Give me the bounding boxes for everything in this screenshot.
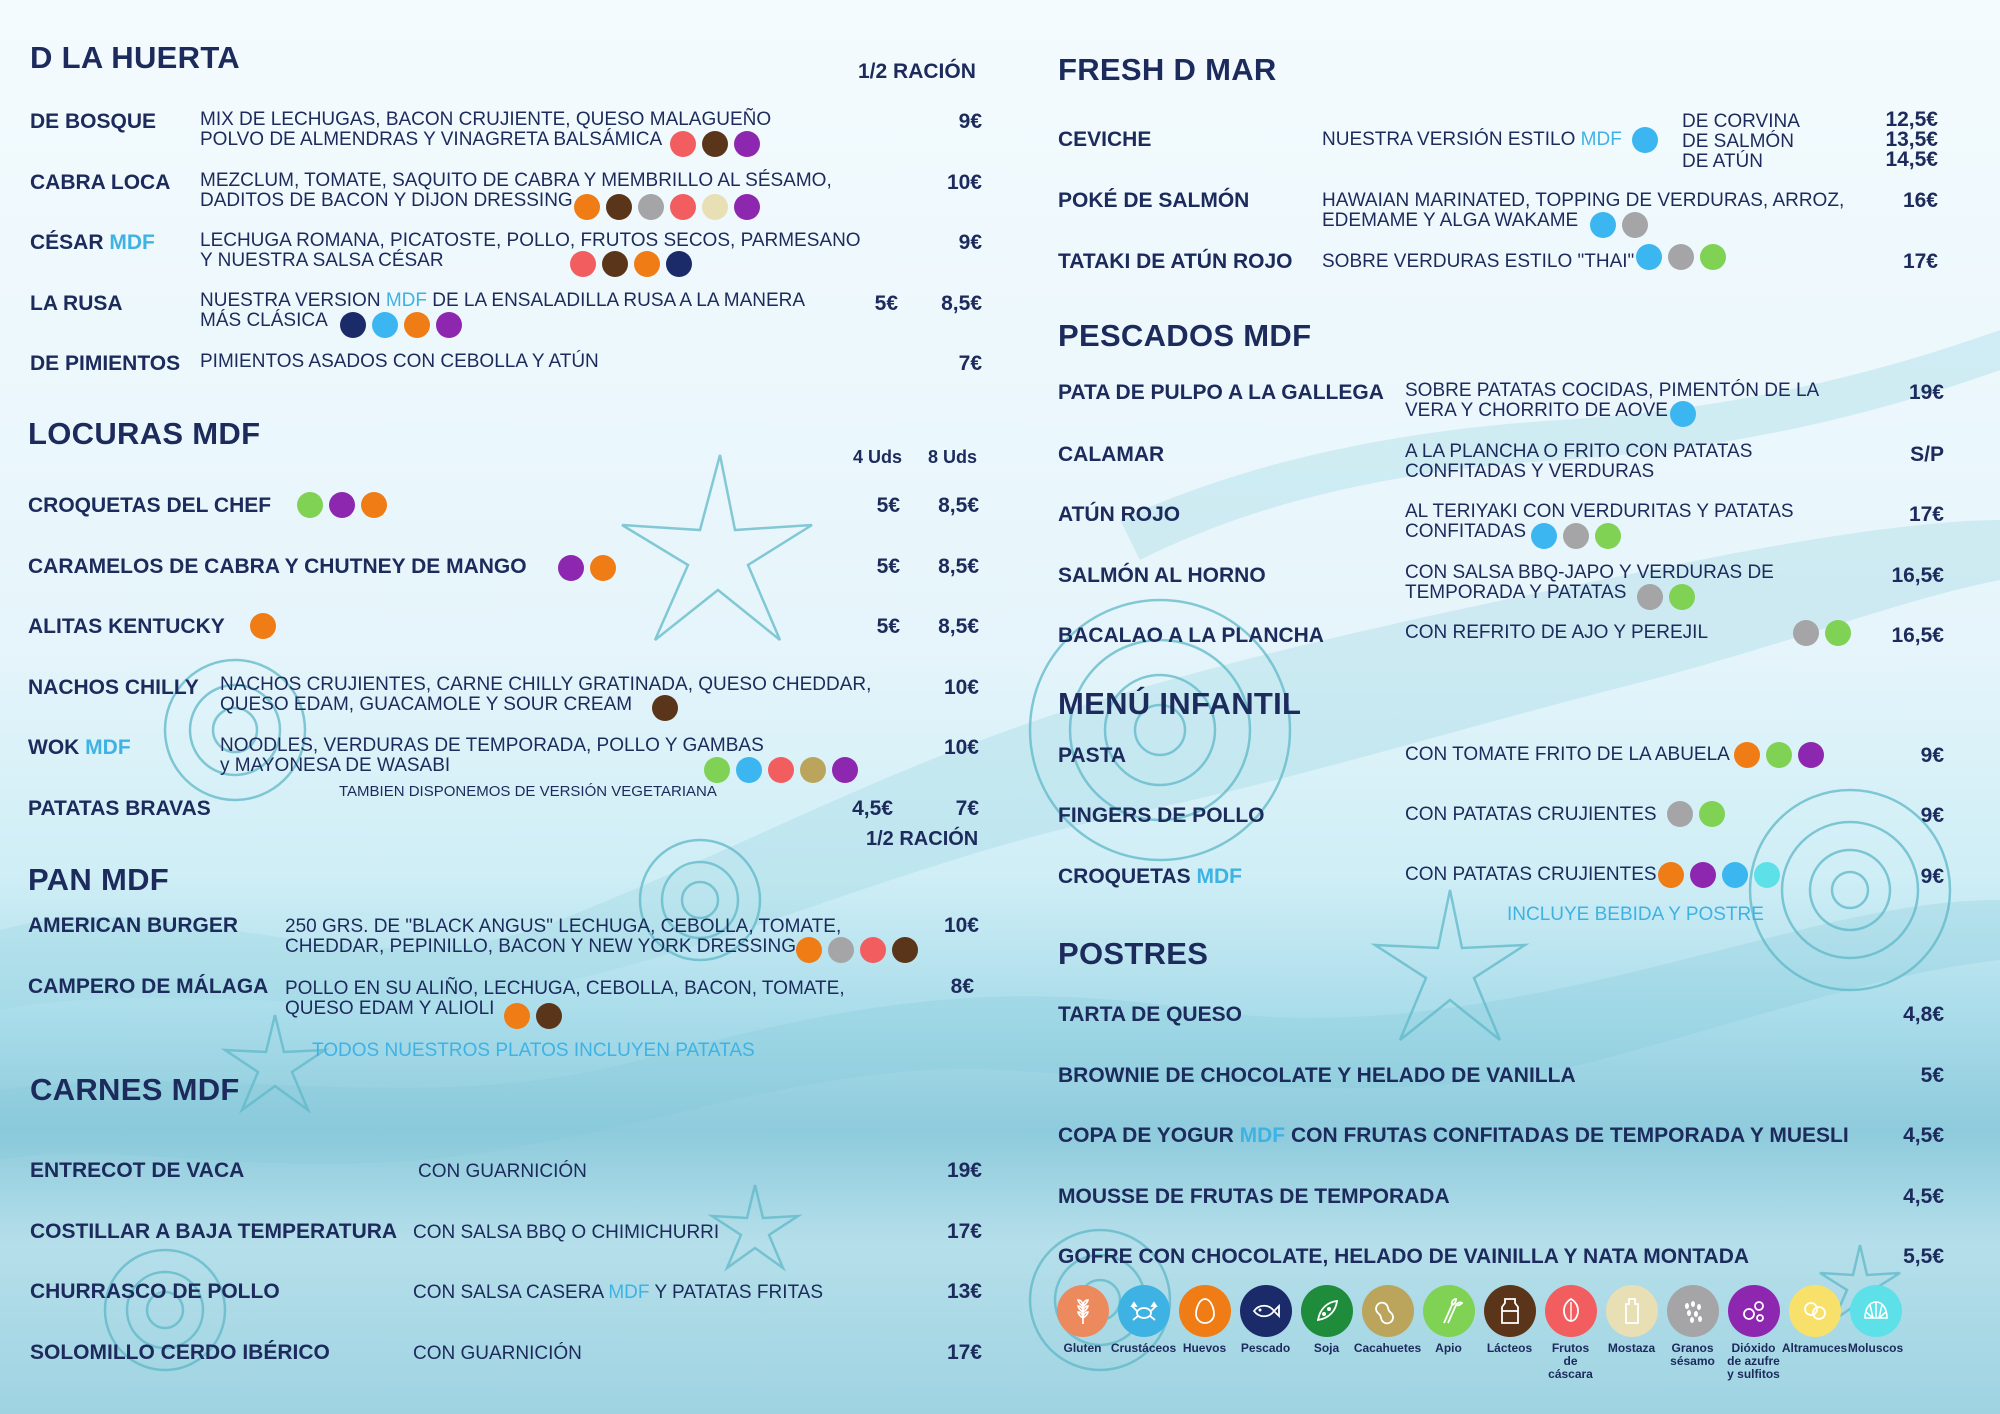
starfish-decoration xyxy=(622,455,812,640)
dish-name: ALITAS KENTUCKY xyxy=(28,615,225,638)
allergen-dot xyxy=(1563,523,1589,549)
dessert-name: MOUSSE DE FRUTAS DE TEMPORADA xyxy=(1058,1185,1450,1208)
dish-price: 16,5€ xyxy=(1891,564,1944,587)
allergen-dots xyxy=(1636,244,1726,270)
section-title-infantil: MENÚ INFANTIL xyxy=(1058,686,1302,721)
section-title-carnes: CARNES MDF xyxy=(30,1072,240,1107)
allergen-dot xyxy=(1722,862,1748,888)
section-title-pescados: PESCADOS MDF xyxy=(1058,318,1312,353)
dessert-price: 4,8€ xyxy=(1903,1003,1944,1026)
section-title-pan: PAN MDF xyxy=(28,862,170,897)
soy-icon xyxy=(1301,1285,1353,1337)
allergen-dot xyxy=(1636,244,1662,270)
allergen-dots xyxy=(558,555,616,581)
crab-icon xyxy=(1118,1285,1170,1337)
allergen-dot xyxy=(329,492,355,518)
dish-name: CÉSAR MDF xyxy=(30,231,155,254)
dish-name: CABRA LOCA xyxy=(30,171,171,194)
dish-price: 8,5€ xyxy=(941,292,982,315)
allergen-dot xyxy=(704,757,730,783)
allergen-dots xyxy=(652,695,678,721)
dish-price: 17€ xyxy=(1902,250,1938,273)
legend-item-soja: Soja xyxy=(1296,1285,1357,1381)
allergen-dot xyxy=(1754,862,1780,888)
dish-description: CON PATATAS CRUJIENTES xyxy=(1405,804,1657,825)
allergen-dot xyxy=(1690,862,1716,888)
kids-menu-note: INCLUYE BEBIDA Y POSTRE xyxy=(1507,904,1764,925)
allergen-dot xyxy=(340,312,366,338)
allergen-dot xyxy=(404,312,430,338)
allergen-dot xyxy=(1667,801,1693,827)
dish-description: NACHOS CRUJIENTES, CARNE CHILLY GRATINADA, QUESO CHEDDAR, QUESO EDAM, GUACAMOLE Y SOUR CREAM xyxy=(220,674,872,715)
dish-name: ATÚN ROJO xyxy=(1058,503,1181,526)
legend-item-pescado: Pescado xyxy=(1235,1285,1296,1381)
section-title-locuras: LOCURAS MDF xyxy=(28,416,261,451)
dish-price: 19€ xyxy=(1908,381,1944,404)
legend-item-mostaza: Mostaza xyxy=(1601,1285,1662,1381)
allergen-dots xyxy=(250,613,276,639)
allergen-dot xyxy=(634,251,660,277)
sulphite-icon xyxy=(1728,1285,1780,1337)
dish-price: 10€ xyxy=(946,171,982,194)
allergen-dot xyxy=(1590,212,1616,238)
dish-name: DE PIMIENTOS xyxy=(30,352,181,375)
allergen-dot xyxy=(1825,620,1851,646)
legend-item-apio: Apio xyxy=(1418,1285,1479,1381)
allergen-dot xyxy=(1531,523,1557,549)
dish-name: PATA DE PULPO A LA GALLEGA xyxy=(1058,381,1384,404)
allergen-dot xyxy=(436,312,462,338)
dish-price: 17€ xyxy=(1908,503,1944,526)
allergen-dot xyxy=(570,251,596,277)
allergen-dot xyxy=(1670,401,1696,427)
allergen-dot xyxy=(1734,742,1760,768)
dish-name: FINGERS DE POLLO xyxy=(1058,804,1265,827)
allergen-dot xyxy=(734,194,760,220)
allergen-dots xyxy=(704,757,858,783)
column-label-8uds: 8 Uds xyxy=(928,447,978,467)
allergen-dot xyxy=(536,1003,562,1029)
dish-price-half: 5€ xyxy=(874,292,898,315)
dish-price: 13€ xyxy=(946,1280,982,1303)
dish-description: SOBRE VERDURAS ESTILO "THAI" xyxy=(1322,251,1635,272)
shell-icon xyxy=(1850,1285,1902,1337)
dish-price-8: 8,5€ xyxy=(938,494,979,517)
dish-name: SALMÓN AL HORNO xyxy=(1058,564,1266,587)
dish-price: 10€ xyxy=(943,676,979,699)
dish-description: CON GUARNICIÓN xyxy=(413,1343,582,1364)
allergen-dots xyxy=(340,312,462,338)
column-label-4uds: 4 Uds xyxy=(853,447,903,467)
allergen-dot xyxy=(558,555,584,581)
allergen-dots xyxy=(574,194,760,220)
allergen-dot xyxy=(638,194,664,220)
section-title-postres: POSTRES xyxy=(1058,936,1209,971)
dish-description: CON SALSA CASERA MDF Y PATATAS FRITAS xyxy=(413,1282,824,1303)
allergen-dots xyxy=(297,492,387,518)
dish-name: PASTA xyxy=(1058,744,1127,767)
column-label-half: 1/2 RACIÓN xyxy=(866,828,979,850)
allergen-dot xyxy=(734,131,760,157)
egg-icon xyxy=(1179,1285,1231,1337)
allergen-dot xyxy=(702,131,728,157)
dish-price-8: 7€ xyxy=(955,797,979,820)
nut-icon xyxy=(1545,1285,1597,1337)
allergen-dot xyxy=(574,194,600,220)
dish-price: 9€ xyxy=(1920,804,1944,827)
dish-price-4: 5€ xyxy=(876,555,900,578)
dish-name: TATAKI DE ATÚN ROJO xyxy=(1058,250,1293,273)
allergen-dot xyxy=(1798,742,1824,768)
vegetarian-note: TAMBIEN DISPONEMOS DE VERSIÓN VEGETARIANA xyxy=(339,783,717,800)
allergen-dot xyxy=(1793,620,1819,646)
dish-price: 9€ xyxy=(1920,865,1944,888)
legend-item-huevos: Huevos xyxy=(1174,1285,1235,1381)
dish-name: AMERICAN BURGER xyxy=(28,914,238,937)
legend-item-sulfitos: Dióxido de azufre y sulfitos xyxy=(1723,1285,1784,1381)
dish-name: BACALAO A LA PLANCHA xyxy=(1058,624,1324,647)
dish-description: CON TOMATE FRITO DE LA ABUELA xyxy=(1405,744,1730,765)
dish-price: 19€ xyxy=(946,1159,982,1182)
allergen-legend xyxy=(1052,1285,1906,1381)
dish-name: CROQUETAS DEL CHEF xyxy=(28,494,272,517)
dish-name: CARAMELOS DE CABRA Y CHUTNEY DE MANGO xyxy=(28,555,527,578)
dish-description: HAWAIAN MARINATED, TOPPING DE VERDURAS, ARROZ, EDEMAME Y ALGA WAKAME xyxy=(1322,190,1845,231)
allergen-dot xyxy=(297,492,323,518)
legend-item-crustaceos: Crustáceos xyxy=(1113,1285,1174,1381)
allergen-dot xyxy=(1699,801,1725,827)
dish-description: AL TERIYAKI CON VERDURITAS Y PATATAS CONFITADAS xyxy=(1405,501,1794,542)
allergen-dot xyxy=(666,251,692,277)
allergen-dots xyxy=(1667,801,1725,827)
dish-name: POKÉ DE SALMÓN xyxy=(1058,189,1250,212)
allergen-dots xyxy=(1658,862,1780,888)
fries-included-note: TODOS NUESTROS PLATOS INCLUYEN PATATAS xyxy=(312,1040,755,1061)
allergen-dots xyxy=(570,251,692,277)
allergen-dot xyxy=(1669,584,1695,610)
allergen-dot xyxy=(1700,244,1726,270)
dish-description: CON GUARNICIÓN xyxy=(418,1161,587,1182)
allergen-dot xyxy=(768,757,794,783)
dish-name: ENTRECOT DE VACA xyxy=(30,1159,245,1182)
dish-price-8: 8,5€ xyxy=(938,615,979,638)
allergen-dot xyxy=(702,194,728,220)
dish-price: 10€ xyxy=(943,736,979,759)
allergen-dot xyxy=(504,1003,530,1029)
allergen-dot xyxy=(796,937,822,963)
dish-price-4: 5€ xyxy=(876,494,900,517)
dish-name: CALAMAR xyxy=(1058,443,1165,466)
dish-price: 7€ xyxy=(958,352,982,375)
dish-price: 10€ xyxy=(943,914,979,937)
column-label-half: 1/2 RACIÓN xyxy=(858,60,976,83)
allergen-dot xyxy=(892,937,918,963)
dish-description: MEZCLUM, TOMATE, SAQUITO DE CABRA Y MEMBRILLO AL SÉSAMO, DADITOS DE BACON Y DIJON DRESSING xyxy=(200,170,832,211)
allergen-dot xyxy=(1668,244,1694,270)
dish-description: LECHUGA ROMANA, PICATOSTE, POLLO, FRUTOS SECOS, PARMESANO Y NUESTRA SALSA CÉSAR xyxy=(200,230,861,271)
allergen-dots xyxy=(1670,401,1696,427)
fish-icon xyxy=(1240,1285,1292,1337)
allergen-dots xyxy=(1793,620,1851,646)
allergen-dot xyxy=(1637,584,1663,610)
dish-description: PIMIENTOS ASADOS CON CEBOLLA Y ATÚN xyxy=(200,351,599,372)
legend-item-sesamo: Granos sésamo xyxy=(1662,1285,1723,1381)
mustard-icon xyxy=(1606,1285,1658,1337)
allergen-dots xyxy=(1637,584,1695,610)
allergen-dot xyxy=(250,613,276,639)
allergen-dots xyxy=(1632,127,1658,153)
dish-price: 16,5€ xyxy=(1891,624,1944,647)
allergen-dot xyxy=(832,757,858,783)
dish-price-8: 8,5€ xyxy=(938,555,979,578)
dish-description: MIX DE LECHUGAS, BACON CRUJIENTE, QUESO MALAGUEÑO POLVO DE ALMENDRAS Y VINAGRETA BALSÁMICA xyxy=(200,109,772,150)
allergen-dot xyxy=(602,251,628,277)
dish-price: 17€ xyxy=(946,1341,982,1364)
allergen-dot xyxy=(606,194,632,220)
allergen-dots xyxy=(796,937,918,963)
dish-name: PATATAS BRAVAS xyxy=(28,797,211,820)
dish-description: POLLO EN SU ALIÑO, LECHUGA, CEBOLLA, BACON, TOMATE, QUESO EDAM Y ALIOLI xyxy=(285,978,845,1019)
allergen-dot xyxy=(372,312,398,338)
dish-description: CON REFRITO DE AJO Y PEREJIL xyxy=(1405,622,1709,643)
dessert-name: BROWNIE DE CHOCOLATE Y HELADO DE VANILLA xyxy=(1058,1064,1576,1087)
allergen-dots xyxy=(504,1003,562,1029)
wheat-icon xyxy=(1057,1285,1109,1337)
allergen-dot xyxy=(1622,212,1648,238)
dish-price: 9€ xyxy=(958,231,982,254)
allergen-dot xyxy=(1632,127,1658,153)
allergen-dot xyxy=(1658,862,1684,888)
legend-item-frutos-cascara: Frutos de cáscara xyxy=(1540,1285,1601,1381)
allergen-dot xyxy=(828,937,854,963)
legend-item-lacteos: Lácteos xyxy=(1479,1285,1540,1381)
dessert-name: GOFRE CON CHOCOLATE, HELADO DE VAINILLA Y NATA MONTADA xyxy=(1058,1245,1750,1268)
allergen-dot xyxy=(800,757,826,783)
dish-name: CAMPERO DE MÁLAGA xyxy=(28,975,269,998)
dish-name: LA RUSA xyxy=(30,292,123,315)
allergen-dot xyxy=(860,937,886,963)
dish-description: 250 GRS. DE "BLACK ANGUS" LECHUGA, CEBOLLA, TOMATE, CHEDDAR, PEPINILLO, BACON Y NEW YORK DRESSING xyxy=(285,916,842,957)
dessert-price: 4,5€ xyxy=(1903,1185,1944,1208)
allergen-dot xyxy=(670,131,696,157)
dish-description: CON SALSA BBQ O CHIMICHURRI xyxy=(413,1222,720,1243)
legend-item-altramuces: Altramuces xyxy=(1784,1285,1845,1381)
allergen-dot xyxy=(590,555,616,581)
allergen-dot xyxy=(1595,523,1621,549)
legend-item-moluscos: Moluscos xyxy=(1845,1285,1906,1381)
allergen-dots xyxy=(1734,742,1824,768)
dish-price-4: 4,5€ xyxy=(852,797,893,820)
allergen-dots xyxy=(1531,523,1621,549)
dish-name: CEVICHE xyxy=(1058,128,1152,151)
allergen-dots xyxy=(670,131,760,157)
dish-description: NUESTRA VERSIÓN ESTILO MDF xyxy=(1322,129,1622,150)
dish-description: CON PATATAS CRUJIENTES xyxy=(1405,864,1657,885)
dish-description: NUESTRA VERSION MDF DE LA ENSALADILLA RUSA A LA MANERA MÁS CLÁSICA xyxy=(200,290,806,331)
dessert-name: TARTA DE QUESO xyxy=(1058,1003,1242,1026)
dessert-price: 5€ xyxy=(1920,1064,1944,1087)
allergen-dot xyxy=(652,695,678,721)
dish-price: 9€ xyxy=(958,110,982,133)
dish-name: DE BOSQUE xyxy=(30,110,157,133)
ceviche-prices: 12,5€ 13,5€ 14,5€ xyxy=(1885,108,1938,171)
sesame-icon xyxy=(1667,1285,1719,1337)
dish-price: 17€ xyxy=(946,1220,982,1243)
dessert-name: COPA DE YOGUR MDF CON FRUTAS CONFITADAS DE TEMPORADA Y MUESLI xyxy=(1058,1124,1849,1147)
allergen-dots xyxy=(1590,212,1648,238)
milk-icon xyxy=(1484,1285,1536,1337)
allergen-dot xyxy=(670,194,696,220)
dish-description: A LA PLANCHA O FRITO CON PATATAS CONFITADAS Y VERDURAS xyxy=(1405,441,1753,482)
dish-name: WOK MDF xyxy=(28,736,131,759)
allergen-dot xyxy=(361,492,387,518)
lupin-icon xyxy=(1789,1285,1841,1337)
ceviche-variants: DE CORVINA DE SALMÓN DE ATÚN xyxy=(1682,111,1800,172)
dish-name: CHURRASCO DE POLLO xyxy=(30,1280,280,1303)
legend-item-gluten: Gluten xyxy=(1052,1285,1113,1381)
celery-icon xyxy=(1423,1285,1475,1337)
dish-description: NOODLES, VERDURAS DE TEMPORADA, POLLO Y GAMBAS y MAYONESA DE WASABI xyxy=(220,735,764,776)
section-title-fresh: FRESH D MAR xyxy=(1058,52,1277,87)
peanut-icon xyxy=(1362,1285,1414,1337)
section-title-huerta: D LA HUERTA xyxy=(30,40,240,75)
allergen-dot xyxy=(736,757,762,783)
dish-price-4: 5€ xyxy=(876,615,900,638)
dish-name: SOLOMILLO CERDO IBÉRICO xyxy=(30,1341,330,1364)
allergen-dot xyxy=(1766,742,1792,768)
dish-description: CON SALSA BBQ-JAPO Y VERDURAS DE TEMPORADA Y PATATAS xyxy=(1405,562,1774,603)
dish-price: S/P xyxy=(1910,443,1944,466)
dish-name: CROQUETAS MDF xyxy=(1058,865,1242,888)
legend-item-cacahuetes: Cacahuetes xyxy=(1357,1285,1418,1381)
dish-description: SOBRE PATATAS COCIDAS, PIMENTÓN DE LA VERA Y CHORRITO DE AOVE xyxy=(1405,380,1820,421)
dessert-price: 5,5€ xyxy=(1903,1245,1944,1268)
dish-name: COSTILLAR A BAJA TEMPERATURA xyxy=(30,1220,398,1243)
dish-price: 9€ xyxy=(1920,744,1944,767)
dish-price: 8€ xyxy=(950,975,974,998)
dish-name: NACHOS CHILLY xyxy=(28,676,199,699)
dessert-price: 4,5€ xyxy=(1903,1124,1944,1147)
dish-price: 16€ xyxy=(1902,189,1938,212)
